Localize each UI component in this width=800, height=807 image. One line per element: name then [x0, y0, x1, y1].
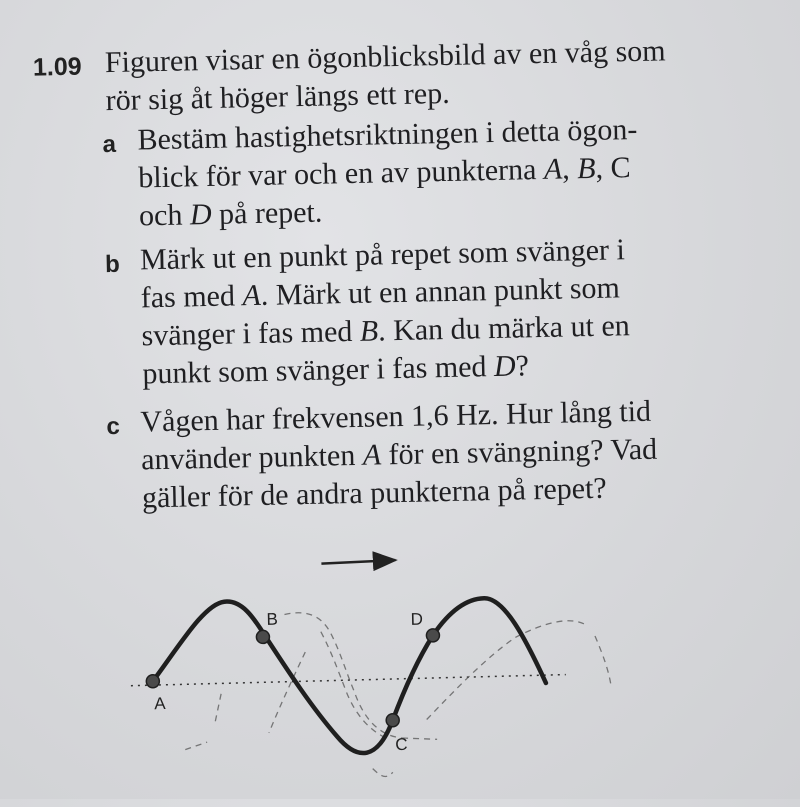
point-a-label: A — [154, 693, 166, 714]
point-d-label: D — [410, 609, 424, 629]
point-c-dot — [386, 714, 399, 727]
intro-line-2: rör sig åt höger längs ett rep. — [105, 76, 450, 118]
part-c-line-3: gäller för de andra punkterna på repet? — [141, 471, 608, 515]
part-a-marker: a — [102, 130, 117, 159]
part-a-line-2: blick för var och en av punkterna A, B, C — [137, 151, 631, 195]
problem-number: 1.09 — [32, 52, 82, 82]
part-a-line-1: Bestäm hastighetsriktningen i detta ögon- — [137, 112, 638, 157]
part-c-line-1: Vågen har frekvensen 1,6 Hz. Hur lång tid — [140, 394, 652, 439]
part-b-line-1: Märk ut en punkt på repet som svänger i — [139, 233, 626, 277]
intro-line-1: Figuren visar en ögonblicksbild av en våg som — [104, 34, 666, 80]
point-c-label: C — [395, 734, 408, 755]
point-b-label: B — [266, 609, 279, 629]
part-b-marker: b — [104, 250, 121, 279]
part-c-marker: c — [106, 412, 121, 441]
part-a-line-3: och D på repet. — [138, 195, 323, 233]
part-b-line-3: svänger i fas med B. Kan du märka ut en — [141, 309, 631, 353]
part-b-line-2: fas med A. Märk ut en annan punkt som — [140, 271, 621, 315]
pencil-sketch — [182, 606, 612, 780]
part-c-line-2: använder punkten A för en svängning? Vad — [140, 432, 658, 477]
point-a-dot — [146, 675, 159, 688]
direction-arrow-icon — [321, 560, 395, 564]
part-b-line-4: punkt som svänger i fas med D? — [142, 349, 530, 391]
point-d-dot — [426, 629, 439, 642]
point-b-dot — [256, 630, 269, 643]
